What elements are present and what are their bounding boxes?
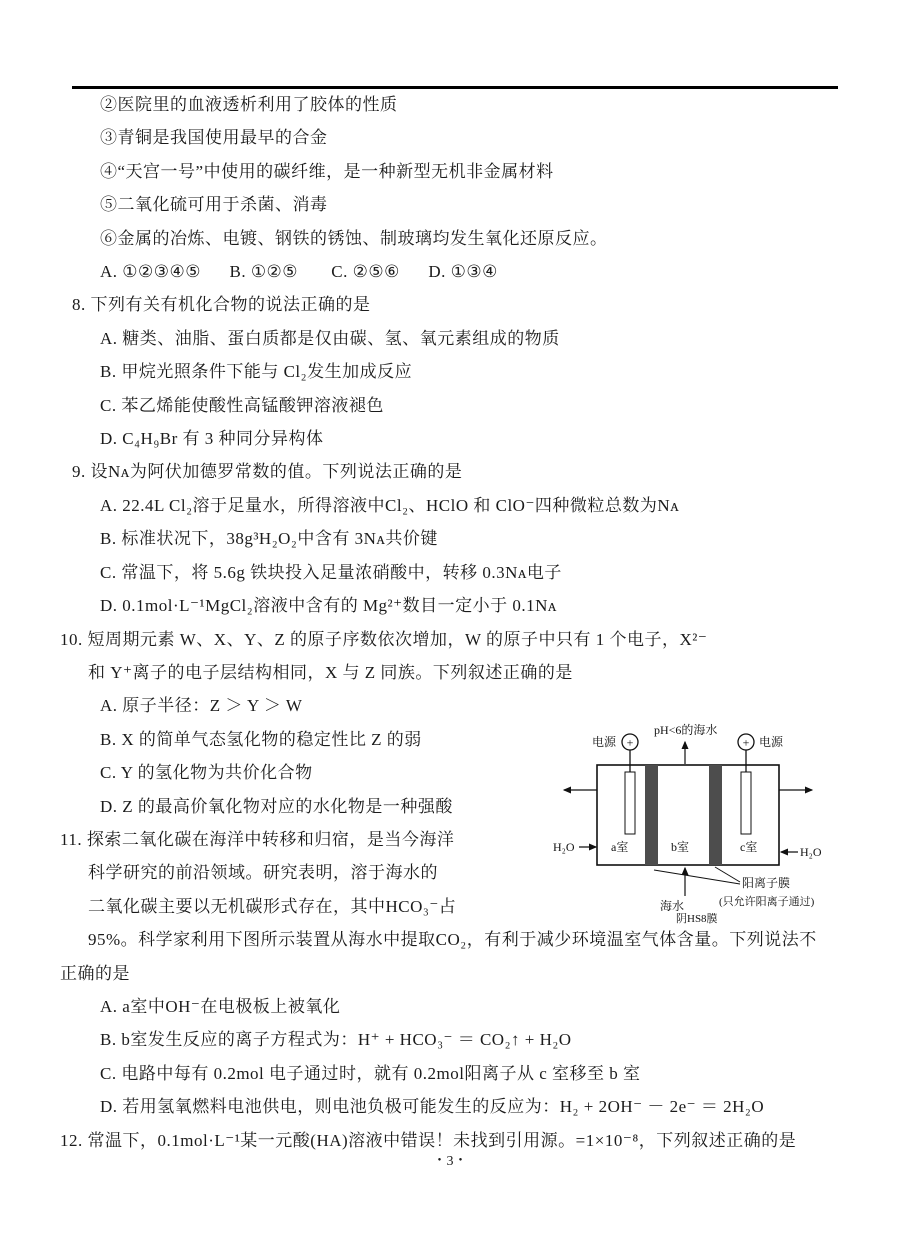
leader-line-membrane-1 [654, 870, 740, 884]
chamber-c-label: c室 [740, 840, 758, 854]
power-label-left: 电源 [591, 735, 616, 749]
page-number: ・3・ [432, 1154, 468, 1169]
q10-option-d: D. Z 的最高价氧化物对应的水化物是一种强酸 [100, 796, 453, 816]
q11-stem-line-1: 11. 探索二氧化碳在海洋中转移和归宿，是当今海洋 [60, 829, 455, 849]
q10-option-a: A. 原子半径：Z ＞ Y ＞ W [100, 696, 303, 716]
q8-stem: 8. 下列有关有机化合物的说法正确的是 [72, 295, 371, 315]
seawater-label: 海水 [660, 899, 685, 913]
q11-option-d: D. 若用氢氧燃料电池供电，则电池负极可能发生的反应为：H₂ + 2OH⁻ － 2e⁻ ＝ 2H₂O [100, 1097, 765, 1117]
q11-option-a: A. a室中OH⁻在电极板上被氧化 [100, 996, 341, 1016]
statement-5: ⑤二氧化硫可用于杀菌、消毒 [100, 195, 328, 215]
plus-sign-right: + [742, 735, 750, 750]
plus-sign-left: + [626, 735, 634, 750]
q11-stem-line-3: 二氧化碳主要以无机碳形式存在，其中HCO₃⁻占 [88, 896, 457, 916]
q9-option-d: D. 0.1mol·L⁻¹MgCl₂溶液中含有的 Mg²⁺数目一定小于 0.1Nᴀ [100, 596, 557, 616]
q11-stem-line-2: 科学研究的前沿领域。研究表明，溶于海水的 [88, 863, 438, 883]
cation-membrane-note: (只允许阳离子通过) [719, 896, 815, 908]
statement-3: ③青铜是我国使用最早的合金 [100, 128, 328, 148]
q8-option-a: A. 糖类、油脂、蛋白质都是仅由碳、氢、氧元素组成的物质 [100, 328, 560, 348]
question-text-block [60, 88, 860, 1157]
q12-stem: 12. 常温下，0.1mol·L⁻¹某一元酸(HA)溶液中错误！未找到引用源。=1×10⁻⁸，下列叙述正确的是 [60, 1130, 797, 1150]
q11-option-c: C. 电路中每有 0.2mol 电子通过时，就有 0.2mol阳离子从 c 室移至 b 室 [100, 1063, 641, 1083]
q11-stem-line-4: 95%。科学家利用下图所示装置从海水中提取CO₂，有利于减少环境温室气体含量。下列说法不 [88, 930, 817, 950]
q8-option-d: D. C₄H₉Br 有 3 种同分异构体 [100, 429, 324, 449]
statement-6: ⑥金属的冶炼、电镀、钢铁的锈蚀、制玻璃均发生氧化还原反应。 [100, 228, 608, 248]
electrode-c [741, 772, 751, 834]
q8-option-b: B. 甲烷光照条件下能与 Cl₂发生加成反应 [100, 362, 413, 382]
chamber-b-label: b室 [671, 840, 690, 854]
membrane-extra-label: 阴HS8膜 [676, 913, 718, 925]
statement-2: ②医院里的血液透析利用了胶体的性质 [100, 95, 398, 114]
q11-stem-line-5: 正确的是 [60, 963, 130, 983]
cation-membrane-2 [709, 765, 722, 865]
statement-4: ④“天宫一号”中使用的碳纤维，是一种新型无机非金属材料 [100, 161, 554, 181]
cation-membrane-label: 阳离子膜 [742, 876, 791, 890]
q10-stem-line-1: 10. 短周期元素 W、X、Y、Z 的原子序数依次增加，W 的原子中只有 1 个电子，X²⁻ [60, 629, 708, 649]
electrolysis-apparatus-diagram [552, 720, 897, 940]
power-label-right: 电源 [759, 735, 784, 749]
ph-seawater-label: pH<6的海水 [654, 723, 718, 737]
leader-line-membrane-2 [715, 867, 740, 882]
q9-option-b: B. 标准状况下，38g³H₂O₂中含有 3Nᴀ共价键 [100, 529, 438, 549]
h2o-right-label: H₂O [800, 845, 822, 859]
electrode-a [625, 772, 635, 834]
q10-stem-line-2: 和 Y⁺离子的电子层结构相同，X 与 Z 同族。下列叙述正确的是 [88, 662, 573, 682]
q10-option-c: C. Y 的氢化物为共价化合物 [100, 763, 313, 783]
q7-answer-options: A. ①②③④⑤ B. ①②⑤ C. ②⑤⑥ D. ①③④ [100, 262, 498, 282]
q9-stem: 9. 设Nᴀ为阿伏加德罗常数的值。下列说法正确的是 [72, 462, 463, 482]
q9-option-a: A. 22.4L Cl₂溶于足量水，所得溶液中Cl₂、HClO 和 ClO⁻四种微粒总数为Nᴀ [100, 495, 680, 515]
q8-option-c: C. 苯乙烯能使酸性高锰酸钾溶液褪色 [100, 395, 384, 415]
q9-option-c: C. 常温下，将 5.6g 铁块投入足量浓硝酸中，转移 0.3Nᴀ电子 [100, 562, 562, 582]
q11-option-b: B. b室发生反应的离子方程式为：H⁺ + HCO₃⁻ ＝ CO₂↑ + H₂O [100, 1030, 572, 1050]
chamber-a-label: a室 [611, 840, 629, 854]
h2o-left-label: H₂O [553, 840, 575, 854]
q10-option-b: B. X 的简单气态氢化物的稳定性比 Z 的弱 [100, 729, 422, 749]
cation-membrane-1 [645, 765, 658, 865]
